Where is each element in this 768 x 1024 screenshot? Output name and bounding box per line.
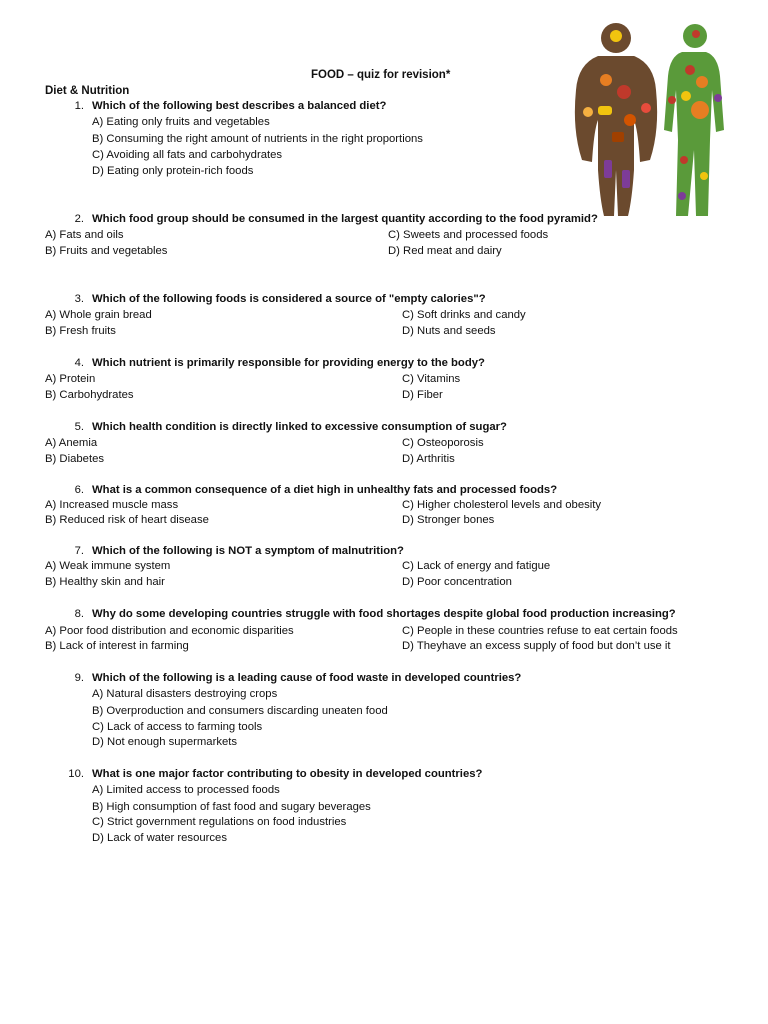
option: D) Lack of water resources	[92, 832, 227, 844]
option: B) Fresh fruits	[45, 325, 116, 337]
question-text: Which nutrient is primarily responsible for providing energy to the body?	[92, 357, 485, 369]
question-text: Why do some developing countries struggle with food shortages despite global food production increasing?	[92, 608, 676, 620]
junk-food-body-icon	[568, 20, 664, 220]
question-7	[62, 543, 404, 559]
option: A) Weak immune system	[45, 560, 171, 572]
question-number: 5.	[74, 421, 84, 433]
option: D) Not enough supermarkets	[92, 736, 238, 748]
question-number: 3.	[74, 293, 84, 305]
question-number: 8.	[74, 608, 84, 620]
question-number: 9.	[74, 672, 84, 684]
question-text: Which health condition is directly linked to excessive consumption of sugar?	[92, 421, 507, 433]
option: D) Poor concentration	[402, 576, 512, 588]
option: A) Protein	[45, 373, 96, 385]
section-heading: Diet & Nutrition	[45, 85, 130, 97]
question-number: 1.	[74, 100, 84, 112]
question-text: Which of the following is a leading cause of food waste in developed countries?	[92, 672, 522, 684]
document-title: FOOD – quiz for revision*	[311, 69, 451, 81]
question-text: What is one major factor contributing to obesity in developed countries?	[92, 768, 483, 780]
option: C) Vitamins	[402, 373, 461, 385]
option: D) Nuts and seeds	[402, 325, 496, 337]
option: D) Eating only protein-rich foods	[92, 165, 254, 177]
option: D) Red meat and dairy	[388, 245, 502, 257]
option: C) Lack of access to farming tools	[92, 721, 263, 733]
question-3	[62, 291, 486, 307]
option: A) Whole grain bread	[45, 309, 152, 321]
question-number: 4.	[74, 357, 84, 369]
question-9	[62, 670, 521, 686]
option: D) Fiber	[402, 389, 443, 401]
option: A) Eating only fruits and vegetables	[92, 116, 270, 128]
option: A) Fats and oils	[45, 229, 124, 241]
option: B) Overproduction and consumers discarding uneaten food	[92, 705, 388, 717]
option: B) Healthy skin and hair	[45, 576, 165, 588]
option: C) Higher cholesterol levels and obesity	[402, 499, 602, 511]
option: B) Carbohydrates	[45, 389, 134, 401]
option: D) Arthritis	[402, 453, 455, 465]
question-1	[62, 98, 386, 114]
question-4	[62, 355, 485, 371]
question-10	[62, 766, 482, 782]
option: B) Consuming the right amount of nutrients in the right proportions	[92, 133, 423, 145]
question-text: What is a common consequence of a diet high in unhealthy fats and processed foods?	[92, 484, 558, 496]
option: C) Strict government regulations on food industries	[92, 816, 347, 828]
question-5	[62, 419, 507, 435]
question-number: 10.	[68, 768, 84, 780]
option: C) Sweets and processed foods	[388, 229, 549, 241]
option: B) Lack of interest in farming	[45, 640, 189, 652]
question-text: Which food group should be consumed in the largest quantity according to the food pyramid?	[92, 213, 598, 225]
option: D) Theyhave an excess supply of food but don’t use it	[402, 640, 671, 652]
question-number: 2.	[74, 213, 84, 225]
option: A) Natural disasters destroying crops	[92, 688, 278, 700]
fruit-vegetable-body-icon	[660, 20, 730, 220]
question-text: Which of the following is NOT a symptom of malnutrition?	[92, 545, 404, 557]
question-2	[62, 211, 598, 227]
question-number: 6.	[74, 484, 84, 496]
option: C) Lack of energy and fatigue	[402, 560, 551, 572]
option: C) Osteoporosis	[402, 437, 484, 449]
option: A) Increased muscle mass	[45, 499, 179, 511]
option: B) Fruits and vegetables	[45, 245, 168, 257]
option: B) Reduced risk of heart disease	[45, 514, 209, 526]
question-text: Which of the following best describes a balanced diet?	[92, 100, 387, 112]
option: C) Soft drinks and candy	[402, 309, 526, 321]
option: B) High consumption of fast food and sugary beverages	[92, 801, 371, 813]
question-8	[62, 606, 676, 622]
option: A) Limited access to processed foods	[92, 784, 280, 796]
option: A) Anemia	[45, 437, 98, 449]
option: C) People in these countries refuse to eat certain foods	[402, 625, 678, 637]
question-number: 7.	[74, 545, 84, 557]
question-6	[62, 482, 557, 498]
option: B) Diabetes	[45, 453, 105, 465]
option: D) Stronger bones	[402, 514, 495, 526]
question-text: Which of the following foods is considered a source of "empty calories"?	[92, 293, 486, 305]
option: C) Avoiding all fats and carbohydrates	[92, 149, 283, 161]
option: A) Poor food distribution and economic disparities	[45, 625, 294, 637]
